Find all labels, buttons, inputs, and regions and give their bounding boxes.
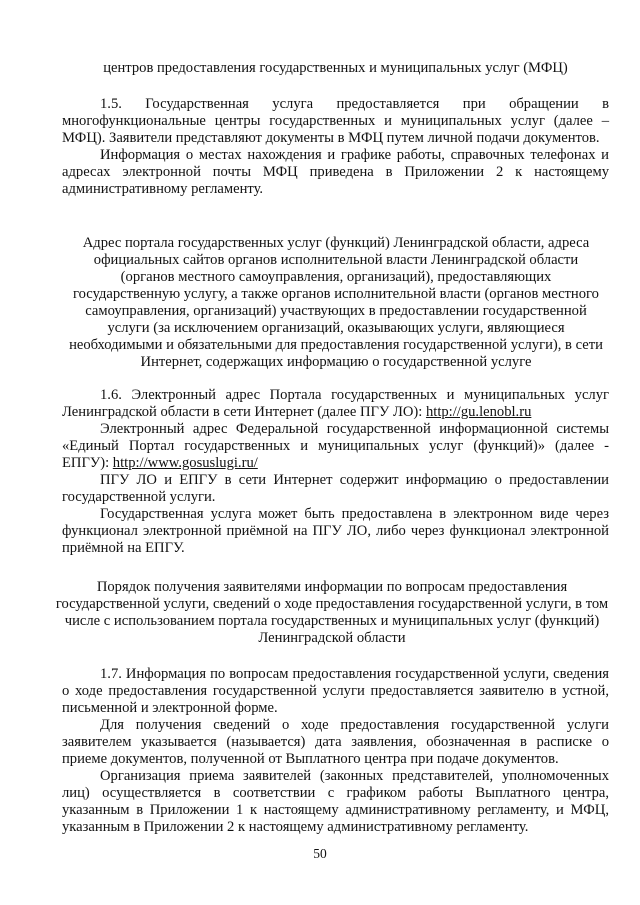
portal-heading-text: Адрес портала государственных услуг (функций) Ленинградской области, адреса официальных сайтов органов исполнительной власти Ленинградской области (органов местного самоуправления, организаций), предоставляющих государственную услугу, а также органов исполнительной власти (органов местного самоуправления, организаций) участвующих в предоставлении государственной услуги (за исключением организаций, оказывающих услуги, являющиеся необходимыми и обязательными для предоставления государственной услуги), в сети Интернет, содержащих информацию о государственной услуге: [69, 235, 603, 370]
order-heading: [52, 579, 612, 647]
section-1-6-paragraph-3: ПГУ ЛО и ЕПГУ в сети Интернет содержит информацию о предоставлении государственной услуги.: [62, 472, 609, 505]
section-1-7-paragraph-1: 1.7. Информация по вопросам предоставления государственной услуги, сведения о ходе предоставления государственной услуги предоставляется заявителю в устной, письменной и электронной форме.: [62, 666, 609, 716]
section-1-6-paragraph-4: Государственная услуга может быть предоставлена в электронном виде через функционал электронной приёмной на ПГУ ЛО, либо через функционал электронной приёмной на ЕПГУ.: [62, 506, 609, 556]
section-1-5-paragraph-2: Информация о местах нахождения и графике работы, справочных телефонах и адресах электронной почты МФЦ приведена в Приложении 2 к настоящему административному регламенту.: [62, 147, 609, 197]
section-1-6-paragraph-1: [62, 387, 609, 421]
section-1-5-paragraph-1: 1.5. Государственная услуга предоставляется при обращении в многофункциональные центры государственных и муниципальных услуг (далее – МФЦ). Заявители представляют документы в МФЦ путем личной подачи документов.: [62, 96, 609, 146]
section-1-7-paragraph-2: Для получения сведений о ходе предоставления государственной услуги заявителем указывается (называется) дата заявления, обозначенная в расписке о приеме документов, полученной от Выплатного центра при подаче документов.: [62, 717, 609, 767]
section-1-5: [62, 96, 609, 198]
section-1-6-paragraph-2: [62, 421, 609, 472]
portal-heading: [66, 235, 606, 371]
section-1-6-paragraph-2-text: Электронный адрес Федеральной государственной информационной системы «Единый Портал государственных и муниципальных услуг (функций)» (далее - ЕПГУ):: [62, 421, 609, 471]
top-line-text: центров предоставления государственных и муниципальных услуг (МФЦ): [103, 60, 568, 76]
section-1-6: [62, 387, 609, 557]
epgu-link[interactable]: http://www.gosuslugi.ru/: [112, 455, 258, 471]
top-line: [62, 60, 609, 77]
pgu-lo-link[interactable]: http://gu.lenobl.ru: [425, 404, 532, 420]
section-1-6-paragraph-1-text: 1.6. Электронный адрес Портала государственных и муниципальных услуг Ленинградской области в сети Интернет (далее ПГУ ЛО):: [62, 387, 609, 420]
section-1-7-paragraph-3: Организация приема заявителей (законных представителей, уполномоченных лиц) осуществляется в соответствии с графиком работы Выплатного центра, указанным в Приложении 1 к настоящему административному регламенту, и МФЦ, указанным в Приложении 2 к настоящему административному регламенту.: [62, 768, 609, 835]
order-heading-text: Порядок получения заявителями информации по вопросам предоставления государственной услуги, сведений о ходе предоставления государственной услуги, в том числе с использованием портала государственных и муниципальных услуг (функций) Ленинградской области: [55, 579, 609, 646]
section-1-7: [62, 666, 609, 836]
page-number: 50: [313, 846, 327, 861]
